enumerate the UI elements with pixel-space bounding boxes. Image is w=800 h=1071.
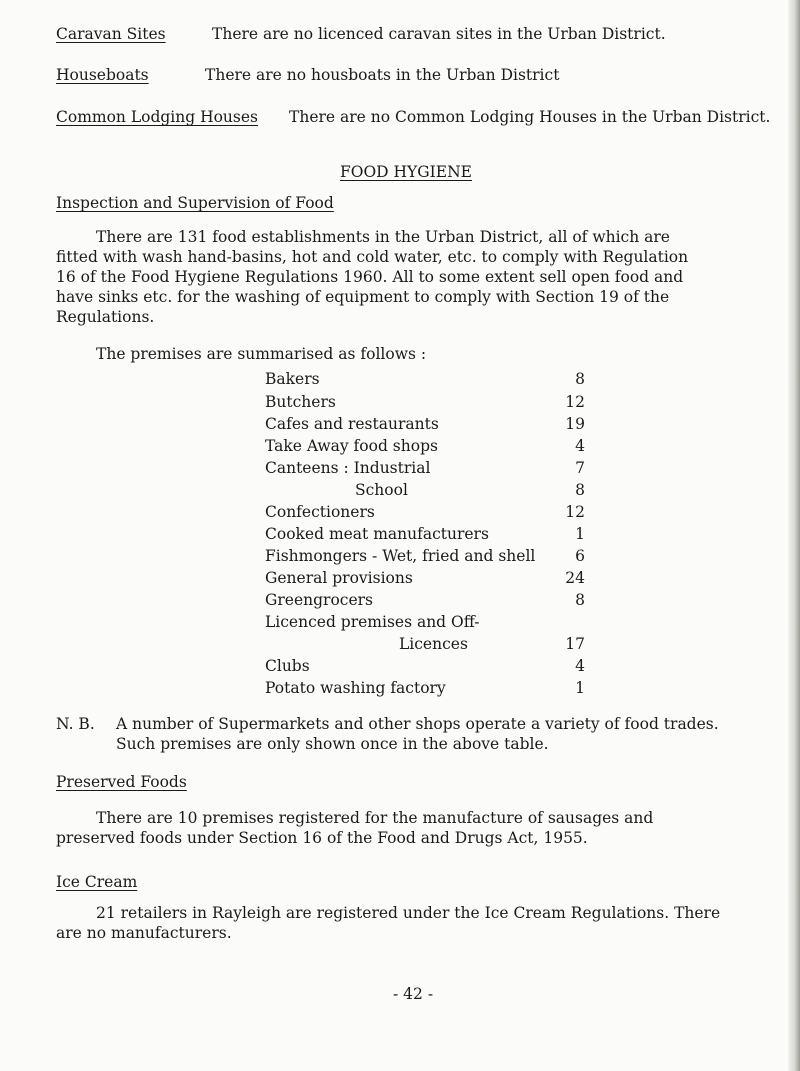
premise-count: 8 — [575, 591, 585, 609]
premise-label: General provisions — [265, 569, 413, 587]
table-row — [265, 415, 585, 435]
table-row — [265, 679, 585, 699]
caravan-sites-text: There are no licenced caravan sites in the Urban District. — [212, 25, 666, 43]
table-row — [265, 657, 585, 677]
table-row — [265, 613, 585, 633]
premise-label: Confectioners — [265, 503, 375, 521]
premise-count: 1 — [575, 525, 585, 543]
premise-count: 8 — [575, 481, 585, 499]
premise-count: 12 — [565, 503, 585, 521]
table-row — [265, 393, 585, 413]
table-row — [265, 591, 585, 611]
inspection-line: Regulations. — [56, 308, 155, 326]
premise-count: 6 — [575, 547, 585, 565]
caravan-sites-heading: Caravan Sites — [56, 25, 166, 43]
premise-count: 4 — [575, 657, 585, 675]
premise-count: 17 — [565, 635, 585, 653]
premise-count: 12 — [565, 393, 585, 411]
page-edge-shadow — [788, 0, 800, 1071]
preserved-line: preserved foods under Section 16 of the Food and Drugs Act, 1955. — [56, 829, 588, 847]
table-row — [265, 525, 585, 545]
premise-count: 7 — [575, 459, 585, 477]
premise-label: Bakers — [265, 370, 320, 388]
inspection-line: There are 131 food establishments in the Urban District, all of which are — [96, 228, 670, 246]
lodging-houses-text: There are no Common Lodging Houses in the Urban District. — [289, 108, 771, 126]
lodging-houses-heading: Common Lodging Houses — [56, 108, 258, 126]
premise-count: 8 — [575, 370, 585, 388]
inspection-heading: Inspection and Supervision of Food — [56, 194, 334, 212]
inspection-line: have sinks etc. for the washing of equipment to comply with Section 19 of the — [56, 288, 670, 306]
table-row — [265, 459, 585, 479]
summary-intro: The premises are summarised as follows : — [96, 345, 427, 363]
table-row — [265, 635, 585, 655]
note-prefix: N. B. — [56, 715, 95, 733]
table-row — [265, 547, 585, 567]
premise-label: Fishmongers - Wet, fried and shell — [265, 547, 536, 565]
table-row — [265, 481, 585, 501]
note-line: Such premises are only shown once in the above table. — [116, 735, 549, 753]
premise-count: 1 — [575, 679, 585, 697]
premise-label: Greengrocers — [265, 591, 374, 609]
premise-count: 4 — [575, 437, 585, 455]
inspection-line: 16 of the Food Hygiene Regulations 1960. All to some extent sell open food and — [56, 268, 684, 286]
page-number: - 42 - — [393, 985, 434, 1003]
premise-label: Potato washing factory — [265, 679, 446, 697]
premise-label: Cooked meat manufacturers — [265, 525, 489, 543]
premise-label: Butchers — [265, 393, 336, 411]
preserved-line: There are 10 premises registered for the manufacture of sausages and — [96, 809, 654, 827]
premise-label: School — [355, 481, 408, 499]
ice-cream-line: 21 retailers in Rayleigh are registered under the Ice Cream Regulations. There — [96, 904, 721, 922]
premise-label: Canteens : Industrial — [265, 459, 431, 477]
table-row — [265, 503, 585, 523]
houseboats-heading: Houseboats — [56, 66, 149, 84]
preserved-heading: Preserved Foods — [56, 773, 187, 791]
note-line: A number of Supermarkets and other shops operate a variety of food trades. — [116, 715, 719, 733]
table-row — [265, 569, 585, 589]
premise-label: Licences — [399, 635, 468, 653]
premise-label: Clubs — [265, 657, 310, 675]
premise-label: Take Away food shops — [265, 437, 438, 455]
table-row — [265, 437, 585, 457]
premise-count: 24 — [565, 569, 585, 587]
inspection-line: fitted with wash hand-basins, hot and cold water, etc. to comply with Regulation — [56, 248, 689, 266]
table-row — [265, 370, 585, 390]
premise-label: Cafes and restaurants — [265, 415, 439, 433]
ice-cream-line: are no manufacturers. — [56, 924, 232, 942]
ice-cream-heading: Ice Cream — [56, 873, 138, 891]
houseboats-text: There are no housboats in the Urban District — [205, 66, 560, 84]
section-title: FOOD HYGIENE — [340, 163, 472, 181]
premise-count: 19 — [565, 415, 585, 433]
premise-label: Licenced premises and Off- — [265, 613, 480, 631]
